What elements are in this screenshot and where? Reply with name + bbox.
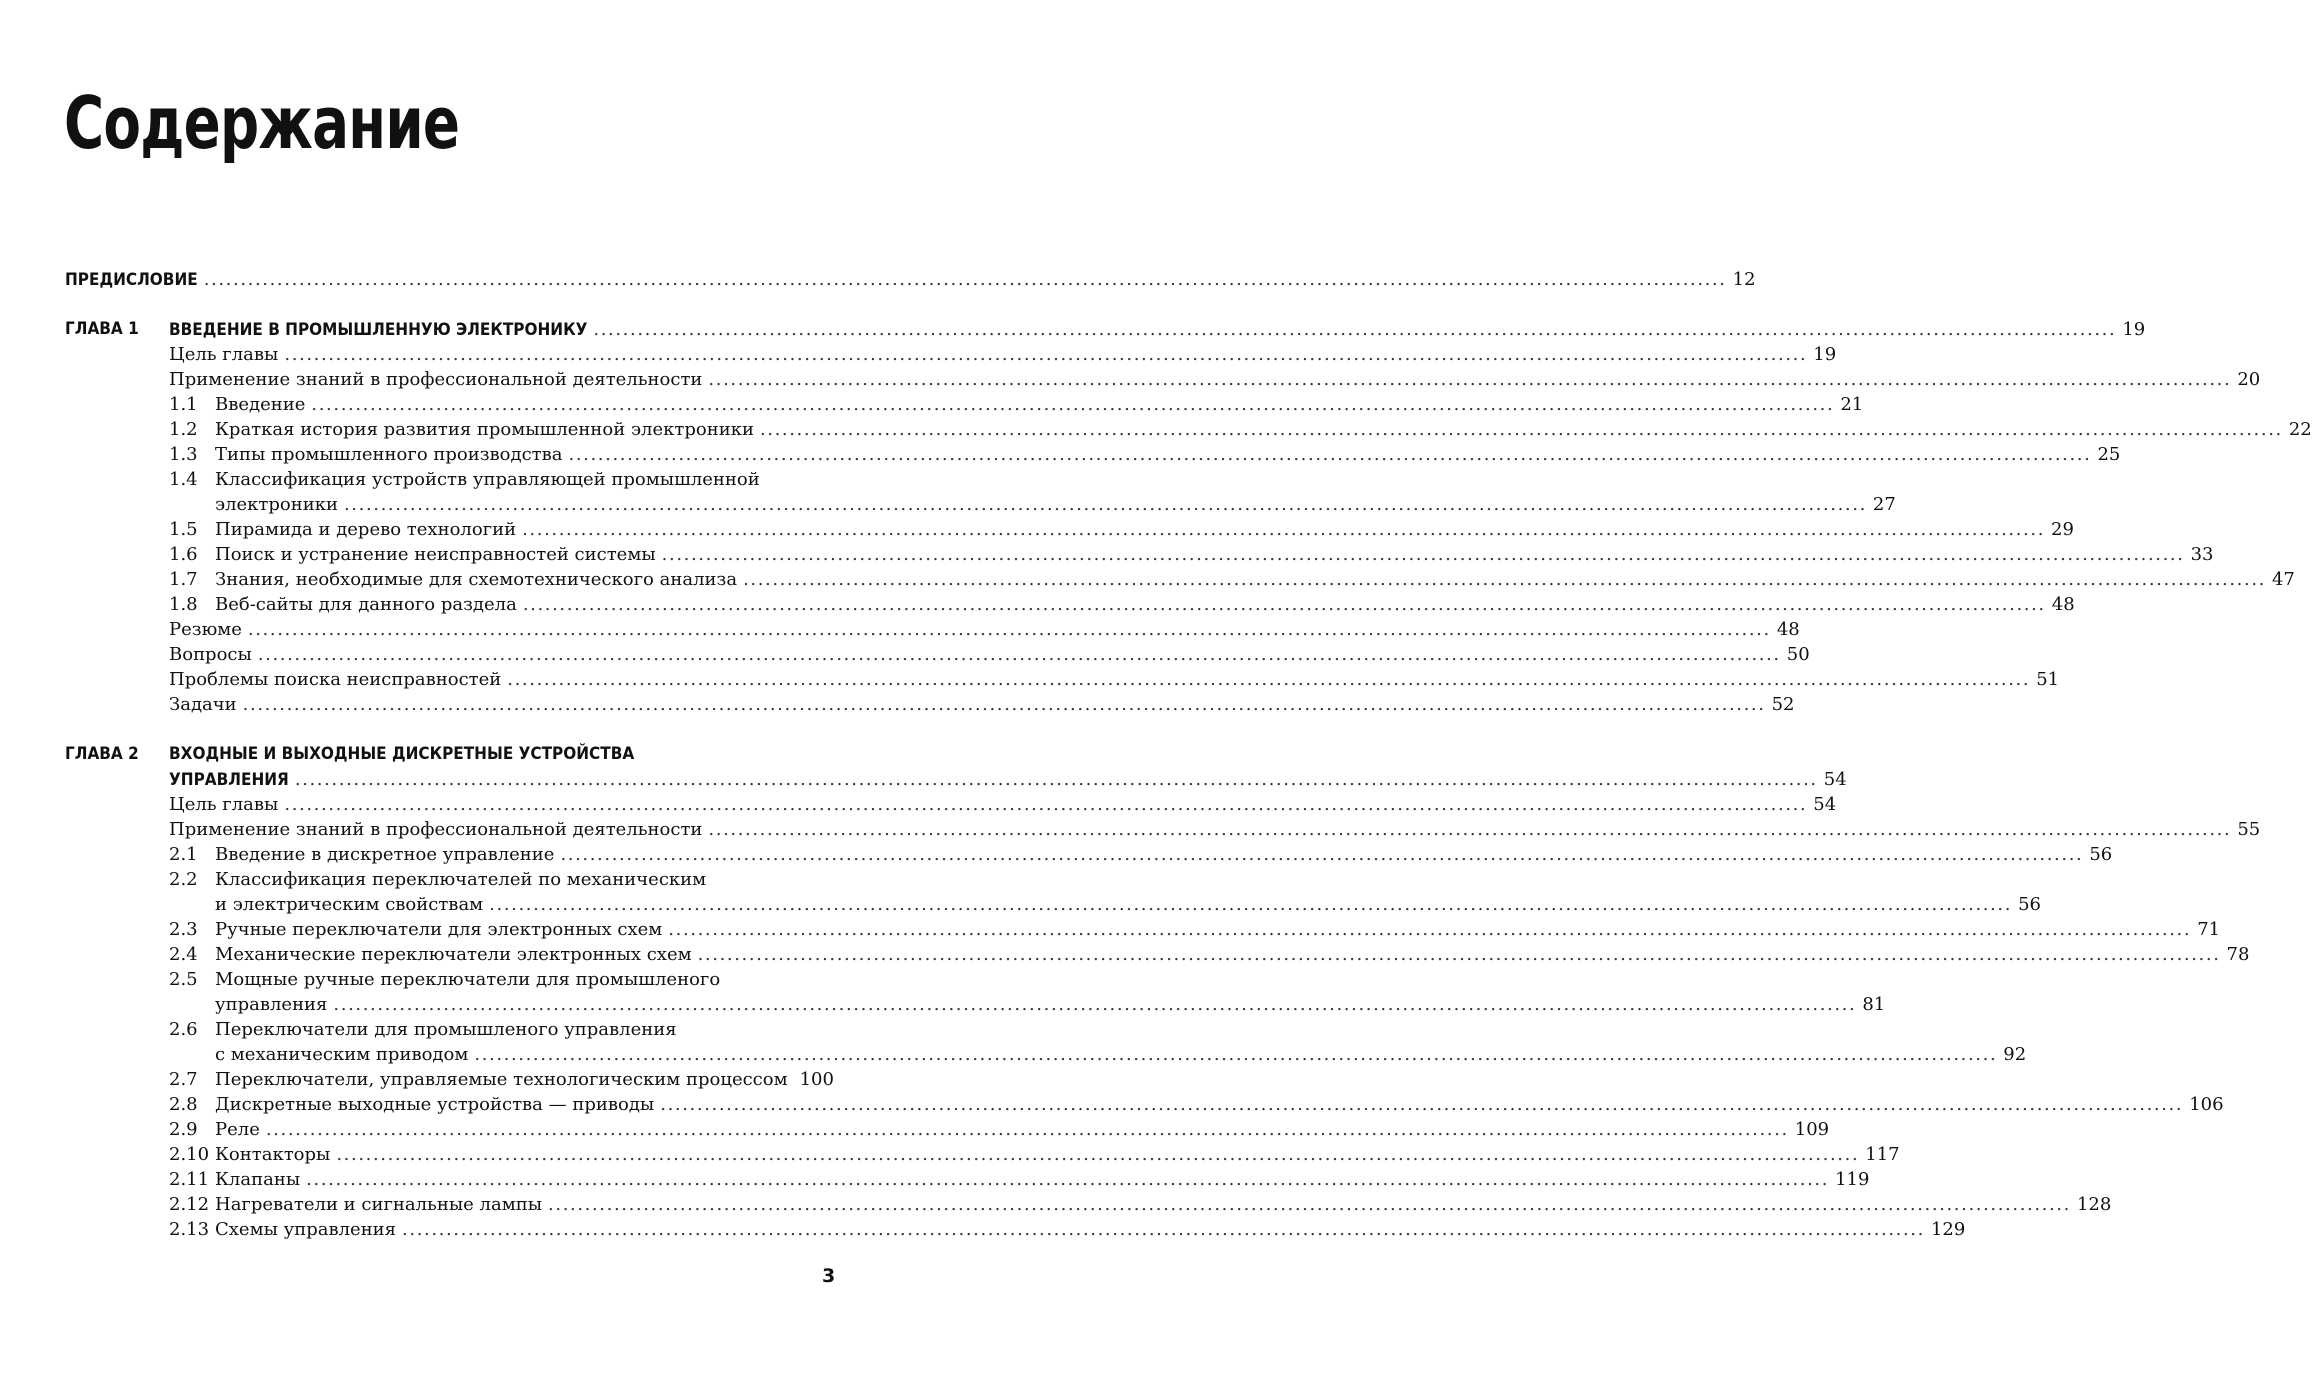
leader-dots — [258, 642, 1781, 667]
foreword-label: ПРЕДИСЛОВИЕ — [65, 270, 198, 290]
leader-dots — [507, 667, 2030, 692]
leader-dots — [569, 442, 2092, 467]
toc-foreword-line — [65, 267, 1756, 293]
page-ref: 48 — [2051, 594, 2075, 615]
toc-entry[interactable] — [0, 1167, 1870, 1192]
page-ref: 29 — [2051, 519, 2074, 540]
toc-entry[interactable] — [0, 367, 2261, 392]
page-ref: 92 — [2003, 1044, 2027, 1065]
page-ref: 71 — [2197, 919, 2221, 940]
entry-text: Классификация переключателей по механическим — [215, 869, 707, 890]
entry-text: Введение в дискретное управление — [215, 844, 555, 865]
toc-entry-line — [215, 442, 2121, 467]
toc-entry-line — [169, 342, 1837, 367]
page-ref: 19 — [2122, 319, 2146, 340]
leader-dots — [344, 492, 1867, 517]
entry-text: Применение знаний в профессиональной деятельности — [169, 819, 703, 840]
page-ref: 20 — [2237, 369, 2261, 390]
entry-text: Классификация устройств управляющей промышленной — [215, 469, 760, 490]
toc-entry[interactable] — [0, 342, 1837, 367]
page-ref: 25 — [2097, 444, 2121, 465]
toc-entry-line — [169, 667, 2060, 692]
toc-entry[interactable] — [0, 1092, 2224, 1117]
entry-text: Клапаны — [215, 1169, 301, 1190]
leader-dots — [295, 767, 1818, 792]
toc-entry-line — [215, 592, 2075, 617]
toc-entry-line — [215, 417, 2312, 442]
toc-entry-line — [215, 492, 1896, 517]
toc-entry[interactable] — [0, 1217, 1966, 1242]
section-number: 2.4 — [169, 944, 198, 965]
entry-text: Реле — [215, 1119, 260, 1140]
section-number: 1.2 — [169, 419, 198, 440]
toc-entry[interactable] — [0, 517, 2074, 542]
chapter-title-line — [169, 767, 1847, 793]
toc-entry[interactable] — [0, 942, 2250, 967]
page-ref: 51 — [2036, 669, 2060, 690]
page-title: Содержание — [64, 81, 460, 165]
entry-text: Краткая история развития промышленной электроники — [215, 419, 754, 440]
page-ref: 54 — [1813, 794, 1837, 815]
entry-text: Проблемы поиска неисправностей — [169, 669, 502, 690]
chapter-label: ГЛАВА 2 — [65, 744, 139, 764]
toc-entry-line — [215, 517, 2074, 542]
page-ref: 78 — [2226, 944, 2250, 965]
toc-entry[interactable] — [0, 792, 1837, 817]
toc-entry[interactable] — [0, 1192, 2112, 1217]
entry-text: Применение знаний в профессиональной деятельности — [169, 369, 703, 390]
toc-entry-line — [169, 617, 1800, 642]
toc-entry-continued[interactable] — [0, 492, 1896, 517]
page-ref: 106 — [2189, 1094, 2224, 1115]
entry-text: Веб-сайты для данного раздела — [215, 594, 517, 615]
section-number: 2.13 — [169, 1219, 210, 1240]
entry-text: Нагреватели и сигнальные лампы — [215, 1194, 543, 1215]
entry-text: Цель главы — [169, 794, 279, 815]
leader-dots — [266, 1117, 1789, 1142]
leader-dots — [523, 592, 2046, 617]
entry-text: Введение — [215, 394, 306, 415]
page-ref: 129 — [1930, 1219, 1966, 1240]
toc-entry-line — [215, 1042, 2027, 1067]
page-ref: 19 — [1813, 344, 1837, 365]
leader-dots — [489, 892, 2012, 917]
toc-entry-line — [169, 692, 1795, 717]
page-ref: 109 — [1794, 1119, 1830, 1140]
toc-entry-line — [215, 1117, 1830, 1142]
toc-entry-line — [215, 1217, 1966, 1242]
section-number: 1.6 — [169, 544, 198, 565]
toc-entry-line — [215, 1092, 2224, 1117]
leader-dots — [708, 817, 2231, 842]
toc-entry[interactable] — [0, 467, 975, 492]
toc-entry[interactable] — [0, 692, 1795, 717]
toc-entry-line — [215, 1067, 834, 1092]
page-ref: 52 — [1771, 694, 1795, 715]
toc-entry[interactable] — [0, 442, 2121, 467]
toc-entry[interactable] — [0, 967, 975, 992]
leader-dots — [284, 342, 1807, 367]
leader-dots — [204, 267, 1727, 292]
toc-entry[interactable] — [0, 567, 2295, 592]
entry-text: Переключатели, управляемые технологическим процессом — [215, 1069, 788, 1090]
chapter-label: ГЛАВА 1 — [65, 319, 139, 339]
toc-entry-line — [169, 792, 1837, 817]
leader-dots — [306, 1167, 1829, 1192]
page-ref: 27 — [1872, 494, 1896, 515]
leader-dots — [743, 567, 2266, 592]
entry-text-continued: с механическим приводом — [215, 1044, 469, 1065]
entry-text: Ручные переключатели для электронных схем — [215, 919, 663, 940]
entry-text: Поиск и устранение неисправностей системы — [215, 544, 656, 565]
entry-text: Вопросы — [169, 644, 252, 665]
page-ref: 100 — [799, 1069, 834, 1090]
toc-entry-line — [215, 917, 2221, 942]
toc-entry[interactable] — [0, 1142, 1900, 1167]
toc-entry-line — [215, 1167, 1870, 1192]
section-number: 2.3 — [169, 919, 198, 940]
leader-dots — [474, 1042, 1997, 1067]
page-ref: 48 — [1776, 619, 1800, 640]
toc-entry[interactable] — [0, 642, 1810, 667]
leader-dots — [760, 417, 2283, 442]
section-number: 1.1 — [169, 394, 198, 415]
entry-text-continued: управления — [215, 994, 328, 1015]
toc-entry-line — [169, 817, 2261, 842]
entry-text: Знания, необходимые для схемотехнического анализа — [215, 569, 738, 590]
entry-text: Типы промышленного производства — [215, 444, 563, 465]
section-number: 2.5 — [169, 969, 198, 990]
chapter-title: ВВЕДЕНИЕ В ПРОМЫШЛЕННУЮ ЭЛЕКТРОНИКУ — [169, 320, 588, 340]
leader-dots — [284, 792, 1807, 817]
leader-dots — [560, 842, 2083, 867]
toc-entry-line — [215, 1192, 2112, 1217]
toc-entry-line — [215, 1142, 1900, 1167]
toc-entry[interactable] — [0, 392, 1864, 417]
section-number: 2.12 — [169, 1194, 210, 1215]
leader-dots — [593, 317, 2116, 342]
toc-entry[interactable] — [0, 867, 975, 892]
entry-text: Пирамида и дерево технологий — [215, 519, 517, 540]
entry-text-continued: и электрическим свойствам — [215, 894, 484, 915]
leader-dots — [708, 367, 2231, 392]
page-ref: 12 — [1732, 269, 1756, 290]
leader-dots — [660, 1092, 2183, 1117]
toc-entry-line — [215, 542, 2214, 567]
leader-dots — [248, 617, 1771, 642]
leader-dots — [662, 542, 2185, 567]
page-ref: 21 — [1840, 394, 1864, 415]
entry-text: Резюме — [169, 619, 242, 640]
toc-entry-continued[interactable] — [0, 1042, 2027, 1067]
leader-dots — [243, 692, 1766, 717]
page-ref: 55 — [2237, 819, 2261, 840]
page-ref: 56 — [2018, 894, 2041, 915]
chapter-title-continued: УПРАВЛЕНИЯ — [169, 770, 289, 790]
chapter-title: ВХОДНЫЕ И ВЫХОДНЫЕ ДИСКРЕТНЫЕ УСТРОЙСТВА — [169, 744, 635, 764]
toc-entry[interactable] — [0, 817, 2261, 842]
section-number: 2.7 — [169, 1069, 198, 1090]
page-ref: 54 — [1823, 769, 1847, 790]
entry-text-continued: электроники — [215, 494, 338, 515]
section-number: 2.2 — [169, 869, 198, 890]
entry-text: Переключатели для промышленого управления — [215, 1019, 677, 1040]
toc-entry-line — [215, 892, 2041, 917]
toc-entry-line — [215, 567, 2295, 592]
section-number: 2.10 — [169, 1144, 210, 1165]
toc-entry-line — [215, 942, 2250, 967]
page-ref: 47 — [2271, 569, 2295, 590]
page-ref: 119 — [1835, 1169, 1870, 1190]
toc-entry-continued[interactable] — [0, 992, 1886, 1017]
toc-entry[interactable] — [0, 542, 2214, 567]
page-ref: 50 — [1786, 644, 1810, 665]
entry-text: Мощные ручные переключатели для промышленого — [215, 969, 721, 990]
section-number: 2.6 — [169, 1019, 198, 1040]
toc-entry[interactable] — [0, 1017, 975, 1042]
toc-entry[interactable] — [0, 917, 2221, 942]
toc-entry-line — [169, 367, 2261, 392]
entry-text: Задачи — [169, 694, 237, 715]
entry-text: Контакторы — [215, 1144, 331, 1165]
toc-entry[interactable] — [0, 842, 2113, 867]
section-number: 2.9 — [169, 1119, 198, 1140]
toc-entry-line — [215, 392, 1864, 417]
entry-text: Схемы управления — [215, 1219, 397, 1240]
toc-entry[interactable] — [0, 617, 1800, 642]
page-ref: 117 — [1865, 1144, 1900, 1165]
section-number: 1.8 — [169, 594, 198, 615]
section-number: 1.4 — [169, 469, 198, 490]
leader-dots — [668, 917, 2191, 942]
page-number: 3 — [822, 1265, 836, 1287]
section-number: 2.11 — [169, 1169, 210, 1190]
section-number: 1.5 — [169, 519, 198, 540]
toc-entry-line — [215, 992, 1886, 1017]
entry-text: Дискретные выходные устройства — приводы — [215, 1094, 655, 1115]
leader-dots — [336, 1142, 1859, 1167]
entry-text: Механические переключатели электронных схем — [215, 944, 692, 965]
toc-entry[interactable] — [0, 1067, 975, 1092]
toc-entry-continued[interactable] — [0, 892, 2041, 917]
toc-entry[interactable] — [0, 667, 2060, 692]
section-number: 1.3 — [169, 444, 198, 465]
toc-entry[interactable] — [0, 592, 2075, 617]
toc-entry[interactable] — [0, 1117, 1830, 1142]
toc-foreword[interactable] — [0, 267, 1756, 292]
leader-dots — [698, 942, 2221, 967]
chapter-title-line — [169, 317, 2146, 343]
toc-entry[interactable] — [0, 417, 2312, 442]
toc-entry-line — [169, 642, 1810, 667]
leader-dots — [402, 1217, 1925, 1242]
toc-chapter-1[interactable] — [0, 317, 2146, 342]
leader-dots — [333, 992, 1856, 1017]
entry-text: Цель главы — [169, 344, 279, 365]
leader-dots — [522, 517, 2045, 542]
section-number: 1.7 — [169, 569, 198, 590]
leader-dots — [311, 392, 1834, 417]
section-number: 2.8 — [169, 1094, 198, 1115]
page-ref: 33 — [2190, 544, 2214, 565]
page-ref: 81 — [1862, 994, 1886, 1015]
page-ref: 56 — [2089, 844, 2113, 865]
page-ref: 22 — [2288, 419, 2312, 440]
toc-entry-line — [215, 842, 2113, 867]
leader-dots — [548, 1192, 2071, 1217]
page-ref: 128 — [2076, 1194, 2112, 1215]
toc-chapter-2-continued[interactable] — [0, 767, 1847, 792]
toc-chapter-2[interactable] — [0, 742, 975, 767]
section-number: 2.1 — [169, 844, 198, 865]
